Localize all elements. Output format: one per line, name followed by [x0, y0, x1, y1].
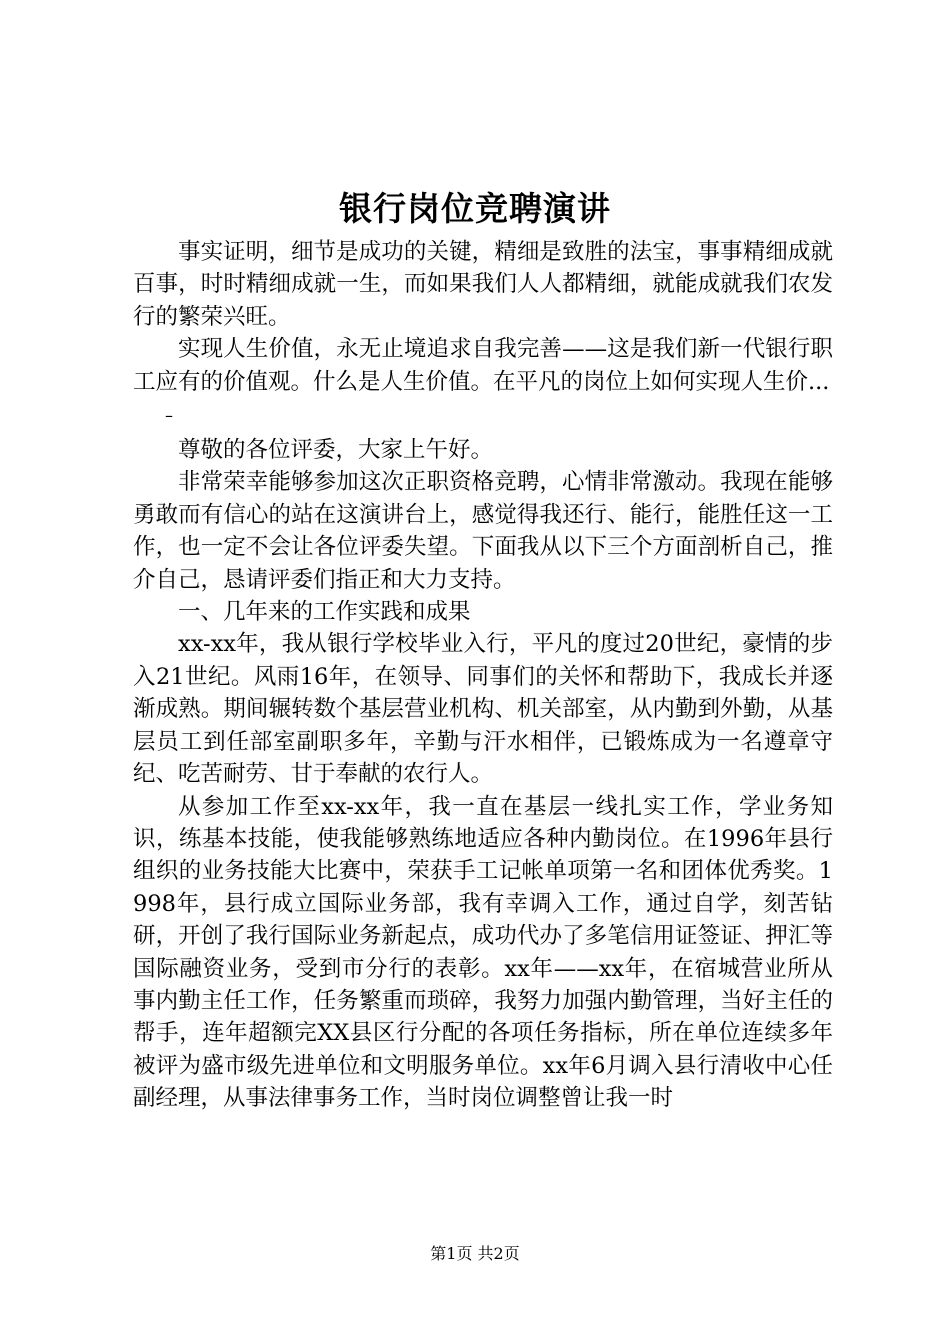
paragraph: 非常荣幸能够参加这次正职资格竞聘，心情非常激动。我现在能够勇敢而有信心的站在这演讲台上，感觉得我还行、能行，能胜任这一工作，也一定不会让各位评委失望。下面我从以下三个方面剖析自己，推介自己，恳请评委们指正和大力支持。	[133, 469, 833, 593]
paragraph: 实现人生价值，永无止境追求自我完善——这是我们新一代银行职工应有的价值观。什么是人生价值。在平凡的岗位上如何实现人生价...	[133, 336, 833, 395]
separator-dash: –	[165, 406, 173, 426]
paragraph: 从参加工作至xx-xx年，我一直在基层一线扎实工作，学业务知识，练基本技能，使我能够熟练地适应各种内勤岗位。在1996年县行组织的业务技能大比赛中，荣获手工记帐单项第一名和团体优秀奖。1998年，县行成立国际业务部，我有幸调入工作，通过自学，刻苦钻研，开创了我行国际业务新起点，成功代办了多笔信用证签证、押汇等国际融资业务，受到市分行的表彰。xx年——xx年，在宿城营业所从事内勤主任工作，任务繁重而琐碎，我努力加强内勤管理，当好主任的帮手，连年超额完XX县区行分配的各项任务指标，所在单位连续多年被评为盛市级先进单位和文明服务单位。xx年6月调入县行清收中心任副经理，从事法律事务工作，当时岗位调整曾让我一时	[133, 793, 833, 1112]
paragraph: 事实证明，细节是成功的关键，精细是致胜的法宝，事事精细成就百事，时时精细成就一生，而如果我们人人都精细，就能成就我们农发行的繁荣兴旺。	[133, 239, 833, 330]
paragraph: 尊敬的各位评委，大家上午好。	[178, 437, 494, 464]
paragraph: xx-xx年，我从银行学校毕业入行，平凡的度过20世纪，豪情的步入21世纪。风雨16年，在领导、同事们的关怀和帮助下，我成长并逐渐成熟。期间辗转数个基层营业机构、机关部室，从内勤到外勤，从基层员工到任部室副职多年，辛勤与汗水相伴，已锻炼成为一名遵章守纪、吃苦耐劳、甘于奉献的农行人。	[133, 631, 833, 788]
document-body	[133, 236, 833, 1115]
section-heading: 一、几年来的工作实践和成果	[178, 599, 471, 626]
page-title: 银行岗位竞聘演讲	[339, 189, 611, 228]
page-footer: 第1页 共2页	[430, 1244, 520, 1263]
